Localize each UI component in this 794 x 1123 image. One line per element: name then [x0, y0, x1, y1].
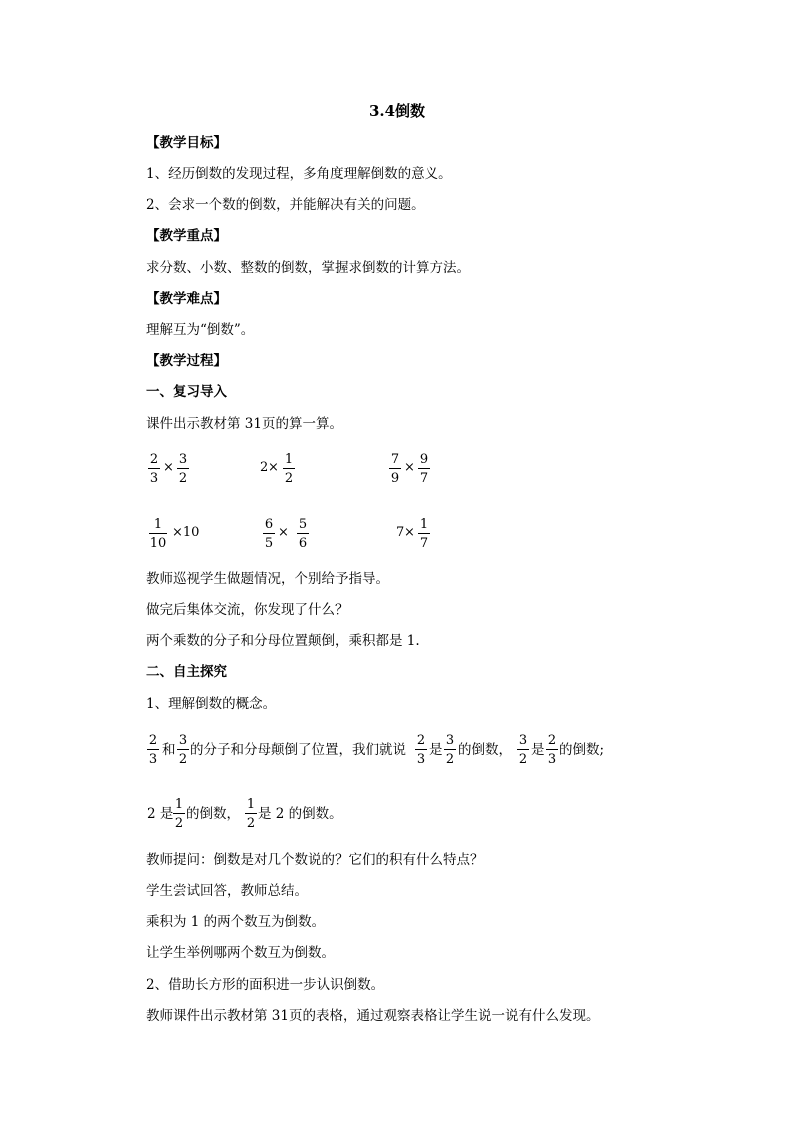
concept-text: 是 2 的倒数。 [258, 806, 343, 822]
denominator: 2 [178, 752, 188, 767]
denominator: 10 [149, 536, 167, 551]
difficulty-1: 理解互为“倒数”。 [146, 322, 255, 338]
denominator: 9 [390, 471, 400, 486]
section-1-heading: 一、复习导入 [146, 384, 227, 400]
table-observation: 教师课件出示教材第 31页的表格，通过观察表格让学生说一说有什么发现。 [146, 1008, 600, 1024]
numerator: 5 [298, 517, 308, 532]
numerator: 3 [178, 733, 188, 748]
fraction [418, 452, 430, 486]
numerator: 7 [390, 452, 400, 467]
key-point-1: 求分数、小数、整数的倒数，掌握求倒数的计算方法。 [146, 260, 470, 276]
denominator: 7 [419, 471, 429, 486]
denominator: 3 [149, 471, 159, 486]
multiply-sign: × [268, 460, 279, 475]
whole-number: 2 [260, 460, 269, 475]
numerator: 3 [518, 733, 528, 748]
numerator: 1 [174, 797, 184, 812]
share-question: 做完后集体交流，你发现了什么？ [146, 602, 349, 618]
fraction [173, 797, 185, 831]
page-title: 3.4倒数 [368, 102, 426, 120]
concept-text: 的倒数; [559, 742, 605, 758]
definition: 乘积为 1 的两个数互为倒数。 [146, 914, 326, 930]
denominator: 7 [419, 536, 429, 551]
numerator: 6 [264, 517, 274, 532]
section-1-text: 课件出示教材第 31页的算一算。 [146, 416, 343, 432]
numerator: 2 [149, 452, 159, 467]
heading-key-points: 【教学重点】 [146, 228, 227, 244]
fraction [177, 733, 189, 767]
fraction [148, 452, 160, 486]
denominator: 2 [284, 471, 294, 486]
finding: 两个乘数的分子和分母位置颠倒，乘积都是 1. [146, 633, 420, 649]
numerator: 2 [416, 733, 426, 748]
numerator: 2 [547, 733, 557, 748]
goal-1: 1、经历倒数的发现过程，多角度理解倒数的意义。 [146, 166, 452, 182]
student-example: 让学生举例哪两个数互为倒数。 [146, 945, 335, 961]
section-2-2: 2、借助长方形的面积进一步认识倒数。 [146, 977, 385, 993]
denominator: 3 [547, 752, 557, 767]
teacher-guidance: 教师巡视学生做题情况，个别给予指导。 [146, 571, 389, 587]
denominator: 2 [174, 816, 184, 831]
denominator: 6 [298, 536, 308, 551]
numerator: 3 [178, 452, 188, 467]
fraction [546, 733, 558, 767]
multiply-sign: × [278, 525, 289, 540]
fraction [415, 733, 427, 767]
fraction [245, 797, 257, 831]
multiply-ten: ×10 [172, 525, 200, 540]
fraction [444, 733, 456, 767]
numerator: 2 [148, 733, 158, 748]
whole-number: 7 [396, 525, 405, 540]
concept-text: 和 [162, 742, 176, 758]
section-2-1: 1、理解倒数的概念。 [146, 696, 277, 712]
denominator: 2 [178, 471, 188, 486]
numerator: 1 [246, 797, 256, 812]
denominator: 5 [264, 536, 274, 551]
denominator: 3 [148, 752, 158, 767]
denominator: 2 [518, 752, 528, 767]
concept-text: 是 [429, 742, 443, 758]
concept-text: 的倒数， [186, 806, 240, 822]
fraction [389, 452, 401, 486]
fraction [297, 517, 309, 551]
fraction [147, 733, 159, 767]
goal-2: 2、会求一个数的倒数，并能解决有关的问题。 [146, 197, 425, 213]
numerator: 1 [419, 517, 429, 532]
fraction [177, 452, 189, 486]
fraction [517, 733, 529, 767]
denominator: 2 [246, 816, 256, 831]
teacher-question: 教师提问：倒数是对几个数说的？它们的积有什么特点？ [146, 852, 484, 868]
heading-goals: 【教学目标】 [146, 135, 227, 151]
fraction [418, 517, 430, 551]
heading-process: 【教学过程】 [146, 353, 227, 369]
heading-difficulties: 【教学难点】 [146, 291, 227, 307]
denominator: 2 [445, 752, 455, 767]
numerator: 9 [419, 452, 429, 467]
concept-text: 的倒数， [458, 742, 512, 758]
multiply-sign: × [404, 460, 415, 475]
concept-text: 2 是 [147, 806, 174, 822]
student-answer: 学生尝试回答，教师总结。 [146, 883, 308, 899]
numerator: 3 [445, 733, 455, 748]
multiply-sign: × [404, 525, 415, 540]
fraction [263, 517, 275, 551]
section-2-heading: 二、自主探究 [146, 664, 227, 680]
fraction [283, 452, 295, 486]
numerator: 1 [149, 517, 167, 534]
concept-text: 的分子和分母颠倒了位置，我们就说 [190, 742, 406, 758]
numerator: 1 [284, 452, 294, 467]
denominator: 3 [416, 752, 426, 767]
fraction [149, 517, 167, 551]
multiply-sign: × [163, 460, 174, 475]
concept-text: 是 [531, 742, 545, 758]
